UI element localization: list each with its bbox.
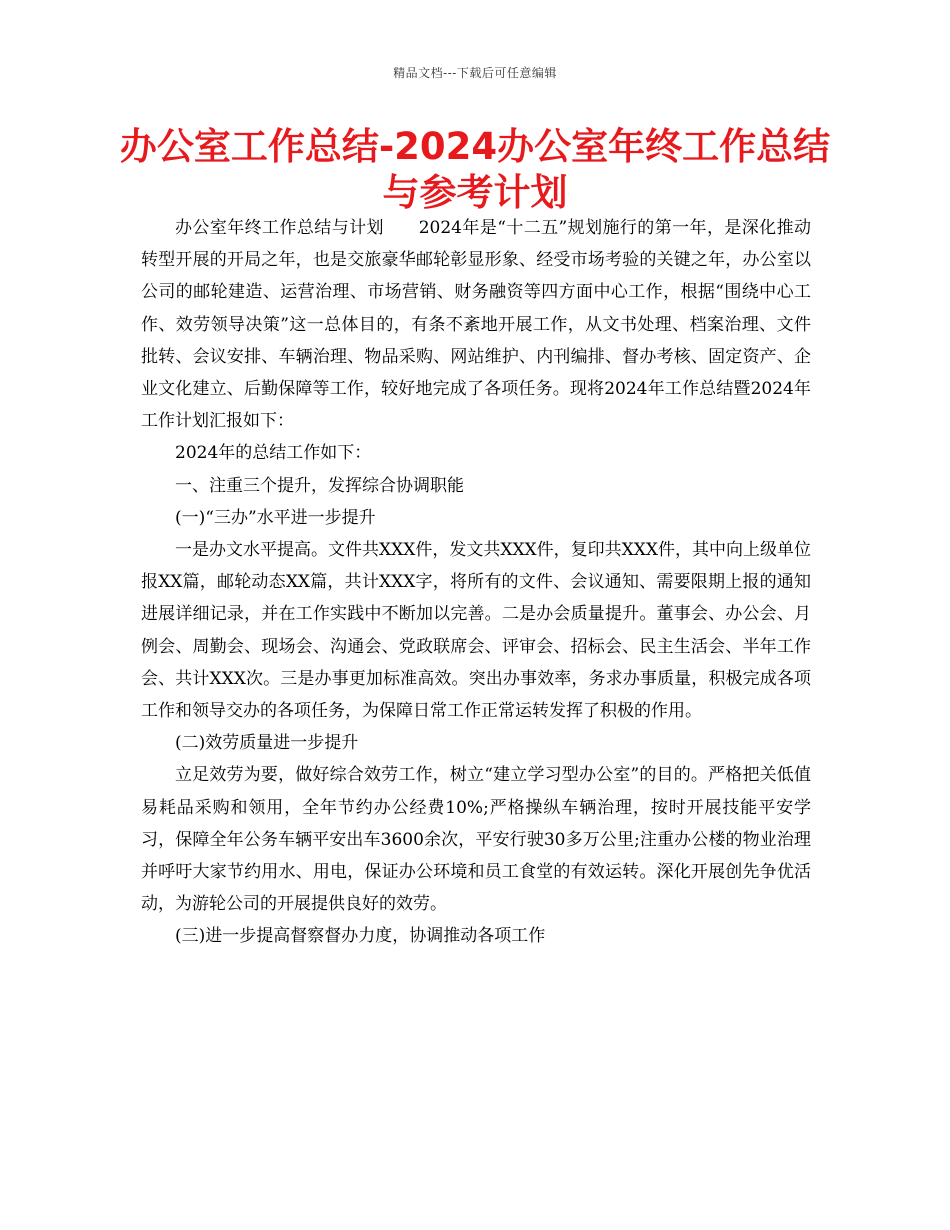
document-title: 办公室工作总结-2024办公室年终工作总结与参考计划 [119, 125, 831, 214]
document-body [141, 212, 811, 953]
subsection-heading-2: (二)效劳质量进一步提升 [175, 733, 359, 754]
section-heading-1: 一、注重三个提升，发挥综合协调职能 [175, 475, 464, 496]
paragraph-subsection-1: 一是办文水平提高。文件共XXX件，发文共XXX件，复印共XXX件，其中向上级单位报XX篇，邮轮动态XX篇，共计XXX字，将所有的文件、会议通知、需要限期上报的通知进展详细记录，并在工作实践中不断加以完善。二是办会质量提升。董事会、办公会、月例会、周勤会、现场会、沟通会、党政联席会、评审会、招标会、民主生活会、半年工作会、共计XXX次。三是办事更加标准高效。突出办事效率，务求办事质量，积极完成各项工作和领导交办的各项任务，为保障日常工作正常运转发挥了积极的作用。 [141, 540, 811, 722]
subsection-heading-3: (三)进一步提高督察督办力度，协调推动各项工作 [175, 926, 546, 947]
paragraph-summary-heading: 2024年的总结工作如下： [175, 443, 372, 464]
paragraph-intro: 办公室年终工作总结与计划 2024年是“十二五”规划施行的第一年，是深化推动转型开展的开局之年，也是交旅豪华邮轮彰显形象、经受市场考验的关键之年，办公室以公司的邮轮建造、运营治理、市场营销、财务融资等四方面中心工作，根据“围绕中心工作、效劳领导决策”这一总体目的，有条不紊地开展工作，从文书处理、档案治理、文件批转、会议安排、车辆治理、物品采购、网站维护、内刊编排、督办考核、固定资产、企业文化建立、后勤保障等工作，较好地完成了各项任务。现将2024年工作总结暨2024年工作计划汇报如下： [141, 218, 811, 432]
header-note: 精品文档---下载后可任意编辑 [393, 66, 557, 80]
subsection-heading-1: (一)“三办”水平进一步提升 [175, 507, 376, 528]
paragraph-subsection-2: 立足效劳为要，做好综合效劳工作，树立“建立学习型办公室”的目的。严格把关低值易耗品采购和领用，全年节约办公经费10%;严格操纵车辆治理，按时开展技能平安学习，保障全年公务车辆平安出车3600余次，平安行驶30多万公里;注重办公楼的物业治理并呼吁大家节约用水、用电，保证办公环境和员工食堂的有效运转。深化开展创先争优活动，为游轮公司的开展提供良好的效劳。 [141, 765, 811, 915]
